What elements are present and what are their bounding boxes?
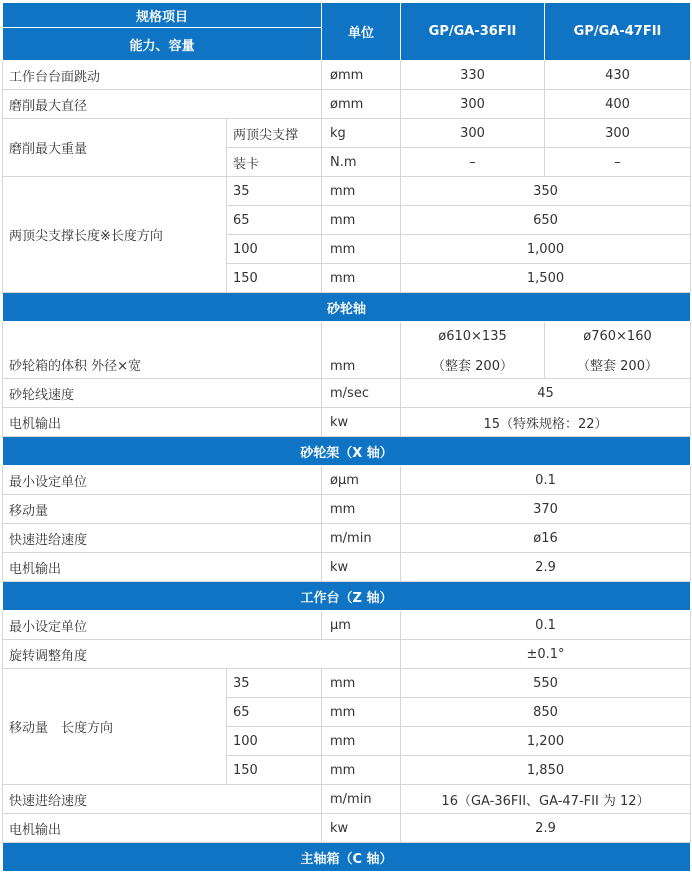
row-value-b-note: （整套 200） xyxy=(545,350,691,379)
section-title-x-axis: 砂轮架（X 轴） xyxy=(3,437,691,466)
section-header xyxy=(3,582,691,611)
row-value: 850 xyxy=(401,698,691,727)
row-unit: mm xyxy=(322,698,401,727)
table-row xyxy=(3,466,691,495)
row-unit: kg xyxy=(322,119,401,148)
row-label: 电机输出 xyxy=(3,814,322,843)
row-value-b: 430 xyxy=(545,61,691,90)
row-value-a: 300 xyxy=(401,90,545,119)
row-value-a: ø610×135 xyxy=(401,322,545,351)
row-label: 工作台台面跳动 xyxy=(3,61,322,90)
row-unit: kw xyxy=(322,408,401,437)
row-value: 45 xyxy=(401,379,691,408)
table-row xyxy=(3,814,691,843)
row-unit: mm xyxy=(322,756,401,785)
row-value-a: 330 xyxy=(401,61,545,90)
row-value: 1,850 xyxy=(401,756,691,785)
table-row xyxy=(3,524,691,553)
table-row xyxy=(3,669,691,698)
header-spec-item: 规格项目 xyxy=(3,3,322,28)
table-row xyxy=(3,379,691,408)
row-value: 1,500 xyxy=(401,264,691,293)
table-row xyxy=(3,177,691,206)
row-unit: kw xyxy=(322,553,401,582)
header-capability: 能力、容量 xyxy=(3,28,322,61)
row-unit: mm xyxy=(322,235,401,264)
row-sublabel: 100 xyxy=(227,727,322,756)
table-row xyxy=(3,322,691,351)
table-row xyxy=(3,495,691,524)
row-value: 1,000 xyxy=(401,235,691,264)
section-header xyxy=(3,437,691,466)
row-unit: mm xyxy=(322,264,401,293)
section-title-z-axis: 工作台（Z 轴） xyxy=(3,582,691,611)
row-label: 电机输出 xyxy=(3,553,322,582)
row-value-b: ø760×160 xyxy=(545,322,691,351)
row-unit: mm xyxy=(322,206,401,235)
row-value: 350 xyxy=(401,177,691,206)
table-row xyxy=(3,785,691,814)
section-header xyxy=(3,293,691,322)
row-label: 移动量 xyxy=(3,495,322,524)
table-row xyxy=(3,119,691,148)
row-label: 磨削最大直径 xyxy=(3,90,322,119)
row-value: ø16 xyxy=(401,524,691,553)
section-header xyxy=(3,843,691,872)
row-label: 两顶尖支撑长度※长度方向 xyxy=(3,177,227,293)
row-unit: ømm xyxy=(322,90,401,119)
row-unit: m/min xyxy=(322,785,401,814)
row-sublabel: 65 xyxy=(227,698,322,727)
row-value: 15（特殊规格：22） xyxy=(401,408,691,437)
row-unit: kw xyxy=(322,814,401,843)
row-unit: ømm xyxy=(322,61,401,90)
row-label: 电机输出 xyxy=(3,408,322,437)
row-value: 1,200 xyxy=(401,727,691,756)
spec-table xyxy=(2,2,691,872)
row-unit: m/sec xyxy=(322,379,401,408)
header-unit: 单位 xyxy=(322,3,401,61)
row-sublabel: 35 xyxy=(227,177,322,206)
row-sublabel: 装卡 xyxy=(227,148,322,177)
row-value: 370 xyxy=(401,495,691,524)
row-value: 0.1 xyxy=(401,611,691,640)
row-value: 0.1 xyxy=(401,466,691,495)
row-unit: N.m xyxy=(322,148,401,177)
row-value-a-note: （整套 200） xyxy=(401,350,545,379)
row-sublabel: 150 xyxy=(227,756,322,785)
table-row xyxy=(3,408,691,437)
row-unit: μm xyxy=(322,611,401,640)
row-label: 快速进给速度 xyxy=(3,524,322,553)
row-sublabel: 两顶尖支撑 xyxy=(227,119,322,148)
row-unit: mm xyxy=(322,322,401,379)
section-title-spindle: 主轴箱（C 轴） xyxy=(3,843,691,872)
row-unit: mm xyxy=(322,727,401,756)
row-sublabel: 35 xyxy=(227,669,322,698)
table-row xyxy=(3,640,691,669)
table-row xyxy=(3,61,691,90)
table-row xyxy=(3,553,691,582)
row-label: 旋转调整角度 xyxy=(3,640,401,669)
row-unit: m/min xyxy=(322,524,401,553)
section-title-wheel: 砂轮轴 xyxy=(3,293,691,322)
row-label: 最小设定单位 xyxy=(3,466,322,495)
row-sublabel: 65 xyxy=(227,206,322,235)
row-sublabel: 150 xyxy=(227,264,322,293)
row-unit: mm xyxy=(322,177,401,206)
row-value-b: 300 xyxy=(545,119,691,148)
row-value-b: – xyxy=(545,148,691,177)
row-unit: øμm xyxy=(322,466,401,495)
header-row xyxy=(3,3,691,28)
row-value-a: 300 xyxy=(401,119,545,148)
row-value: 650 xyxy=(401,206,691,235)
row-label: 最小设定单位 xyxy=(3,611,322,640)
row-value: 16（GA-36FII、GA-47-FII 为 12） xyxy=(401,785,691,814)
row-label: 砂轮箱的体积 外径×宽 xyxy=(3,322,322,379)
row-sublabel: 100 xyxy=(227,235,322,264)
header-model-b: GP/GA-47FII xyxy=(545,3,691,61)
row-unit: mm xyxy=(322,669,401,698)
row-value-b: 400 xyxy=(545,90,691,119)
table-row xyxy=(3,90,691,119)
row-value: 2.9 xyxy=(401,553,691,582)
row-value: 2.9 xyxy=(401,814,691,843)
row-label: 磨削最大重量 xyxy=(3,119,227,177)
table-row xyxy=(3,611,691,640)
row-unit: mm xyxy=(322,495,401,524)
header-model-a: GP/GA-36FII xyxy=(401,3,545,61)
row-label: 快速进给速度 xyxy=(3,785,322,814)
row-label: 砂轮线速度 xyxy=(3,379,322,408)
row-value-a: – xyxy=(401,148,545,177)
row-label: 移动量 长度方向 xyxy=(3,669,227,785)
row-value: 550 xyxy=(401,669,691,698)
row-value: ±0.1° xyxy=(401,640,691,669)
